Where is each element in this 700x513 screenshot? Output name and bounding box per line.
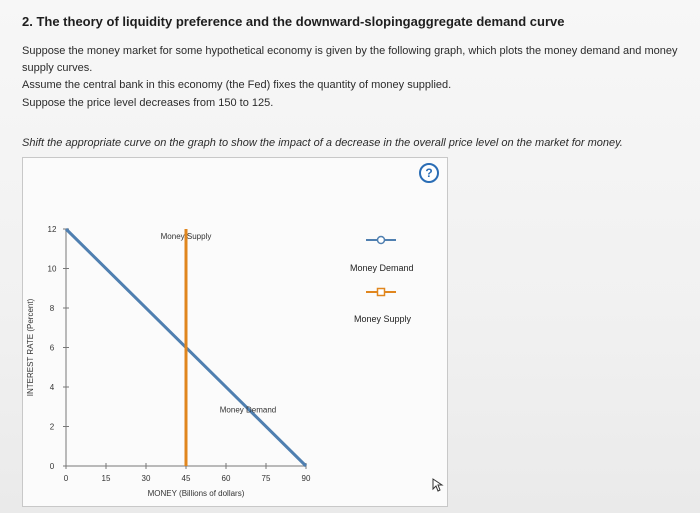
x-axis-label: MONEY (Billions of dollars)	[147, 489, 245, 498]
paragraph-1-line-1: Suppose the money market for some hypothetical economy is given by the following graph, which plots the money demand and money supply curves.	[22, 45, 678, 74]
y-tick-label: 2	[49, 422, 55, 432]
money-supply-annotation: Money Supply	[160, 232, 212, 241]
x-tick-label: 75	[261, 474, 271, 483]
cursor-icon	[432, 478, 444, 492]
question-paragraph-2: Suppose the price level decreases from 150 to 125.	[22, 97, 274, 109]
paragraph-1-line-2: Assume the central bank in this economy (the Fed) fixes the quantity of money supplied.	[22, 79, 452, 91]
x-tick-label: 30	[141, 474, 151, 483]
instruction-text: Shift the appropriate curve on the graph to show the impact of a decrease in the overall price level on the market for money.	[22, 137, 623, 149]
question-title: 2. The theory of liquidity preference and the downward-slopingaggregate demand curve	[22, 14, 565, 29]
y-tick-label: 10	[47, 264, 57, 274]
legend-demand-label: Money Demand	[350, 263, 414, 273]
x-tick-label: 90	[301, 474, 311, 483]
y-tick-label: 8	[49, 304, 55, 313]
y-tick-label: 6	[49, 343, 55, 353]
x-tick-label: 60	[221, 474, 231, 483]
y-tick-label: 4	[49, 383, 55, 392]
y-tick-label: 12	[47, 225, 57, 234]
money-demand-annotation: Money Demand	[219, 405, 277, 415]
legend-supply-label: Money Supply	[354, 314, 412, 324]
y-axis-label: INTEREST RATE (Percent)	[26, 298, 35, 397]
y-tick-label: 0	[49, 462, 55, 471]
x-tick-label: 45	[181, 474, 191, 483]
help-icon[interactable]: ?	[419, 163, 439, 183]
x-tick-label: 15	[101, 474, 111, 483]
x-tick-label: 0	[63, 474, 69, 483]
